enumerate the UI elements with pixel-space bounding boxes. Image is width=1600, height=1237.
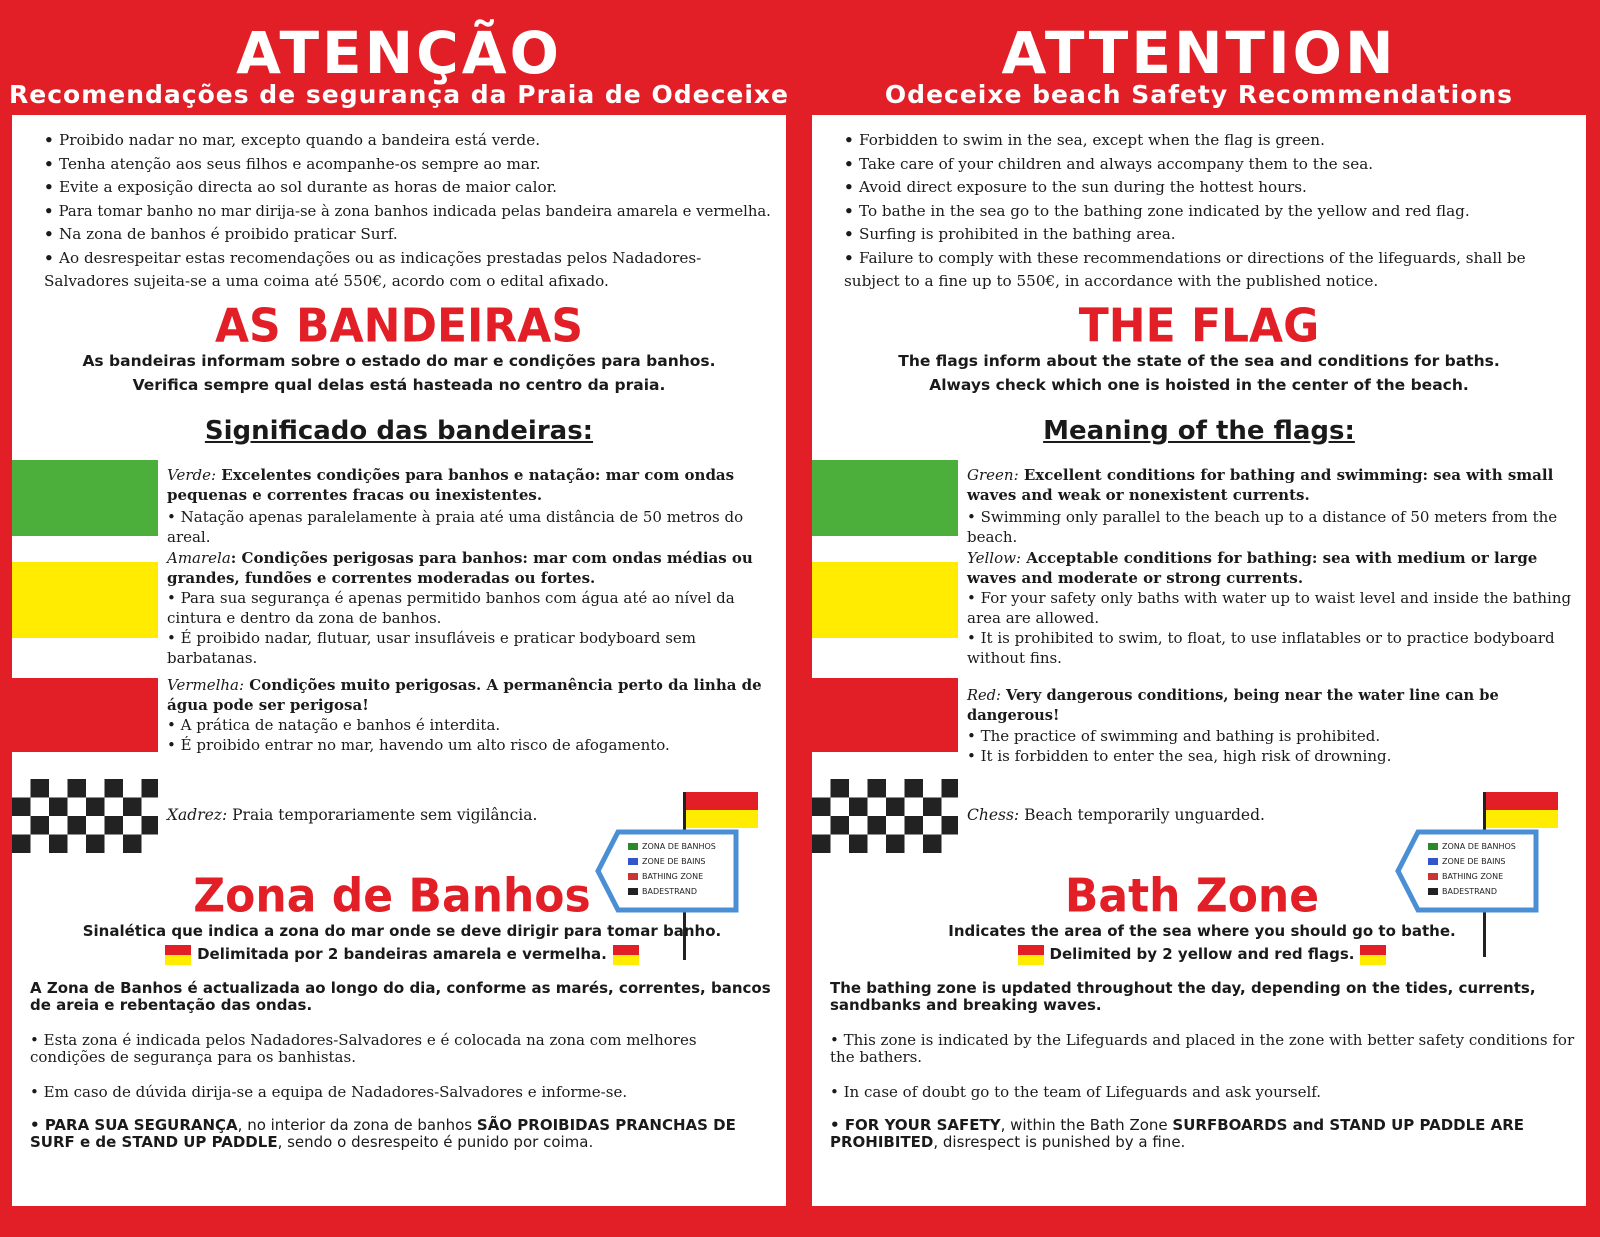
flags-subtitle-line: Always check which one is hoisted in the center of the beach. bbox=[929, 376, 1469, 394]
flag-item: • For your safety only baths with water up to waist level and inside the bathing area are allowed. bbox=[967, 588, 1579, 628]
zone-bullet-text: , disrespect is punished by a fine. bbox=[933, 1133, 1186, 1151]
page-subtitle: Odeceixe beach Safety Recommendations bbox=[884, 80, 1514, 109]
page-title: ATENÇÃO bbox=[236, 19, 562, 87]
flag-desc: Excellent conditions for bathing and swimming: sea with small waves and weak or nonexistent currents. bbox=[967, 466, 1554, 504]
flag-item: • It is prohibited to swim, to float, to use inflatables or to practice bodyboard without fins. bbox=[967, 628, 1579, 668]
sign-line: ZONE DE BAINS bbox=[642, 857, 706, 866]
rule-item: • Tenha atenção aos seus filhos e acompanhe-os sempre ao mar. bbox=[44, 153, 779, 177]
zone-bullet-text: , no interior da zona de banhos bbox=[237, 1116, 477, 1134]
zone-bullet bbox=[30, 1032, 775, 1066]
zone-bullet-strong: SURFBOARDS and STAND UP PADDLE ARE PROHIBITED bbox=[830, 1116, 1525, 1151]
zone-bullet-text: • Esta zona é indicada pelos Nadadores-Salvadores e é colocada na zona com melhores condições de segurança para os banhistas. bbox=[30, 1031, 697, 1066]
red-flag-text bbox=[167, 675, 779, 755]
flag-icon bbox=[613, 945, 639, 965]
green-flag-swatch bbox=[12, 460, 158, 536]
flag-name: Yellow: bbox=[967, 549, 1021, 567]
zone-subtitle-line: Sinalética que indica a zona do mar onde se deve dirigir para tomar banho. bbox=[82, 922, 722, 940]
zone-bullet-strong: • PARA SUA SEGURANÇA bbox=[30, 1116, 238, 1134]
flag-icon bbox=[165, 945, 191, 965]
rule-item: • Proibido nadar no mar, excepto quando a bandeira está verde. bbox=[44, 129, 779, 153]
green-flag-swatch bbox=[812, 460, 958, 536]
zone-bullet bbox=[30, 1117, 775, 1151]
rule-item: • Na zona de banhos é proibido praticar Surf. bbox=[44, 223, 779, 247]
sign-line: ZONA DE BANHOS bbox=[1442, 842, 1516, 851]
flag-item: • É proibido nadar, flutuar, usar insufláveis e praticar bodyboard sem barbatanas. bbox=[167, 628, 779, 668]
zone-subtitle-line bbox=[852, 943, 1552, 966]
flag-desc: Beach temporarily unguarded. bbox=[1019, 806, 1265, 824]
zone-title: Zona de Banhos bbox=[193, 869, 591, 924]
flag-name: Chess: bbox=[967, 806, 1020, 824]
rules-list bbox=[844, 129, 1579, 294]
zone-bullet-text: , within the Bath Zone bbox=[1000, 1116, 1173, 1134]
red-flag-swatch bbox=[812, 678, 958, 752]
sign-line: BADESTRAND bbox=[642, 887, 697, 896]
flag-icon bbox=[1018, 945, 1044, 965]
green-flag-text bbox=[967, 465, 1579, 547]
flag-desc: : Condições perigosas para banhos: mar com ondas médias ou grandes, fundões e correntes moderadas ou fortes. bbox=[167, 549, 753, 587]
flag-item: • The practice of swimming and bathing is prohibited. bbox=[967, 726, 1579, 746]
flag-item: • It is forbidden to enter the sea, high risk of drowning. bbox=[967, 746, 1579, 766]
meaning-title: Significado das bandeiras: bbox=[204, 416, 594, 446]
panel-portuguese bbox=[8, 0, 790, 1237]
meaning-title: Meaning of the flags: bbox=[1043, 416, 1355, 446]
flag-icon bbox=[1360, 945, 1386, 965]
zone-bullet-strong: SÃO PROIBIDAS PRANCHAS DE SURF e de STAND UP PADDLE bbox=[30, 1116, 736, 1151]
flag-name: Vermelha: bbox=[167, 676, 245, 694]
page-subtitle: Recomendações de segurança da Praia de Odeceixe bbox=[9, 80, 789, 109]
flags-subtitle bbox=[12, 349, 786, 397]
rule-item: • Ao desrespeitar estas recomendações ou as indicações prestadas pelos Nadadores-Salvadores sujeita-se a uma coima até 550€, acordo com o edital afixado. bbox=[44, 247, 779, 294]
zone-subtitle-line bbox=[52, 943, 752, 966]
rule-item: • Failure to comply with these recommendations or directions of the lifeguards, shall be subject to a fine up to 550€, in accordance with the published notice. bbox=[844, 247, 1579, 294]
green-flag-text bbox=[167, 465, 779, 547]
flag-desc: Praia temporariamente sem vigilância. bbox=[227, 806, 538, 824]
zone-subtitle-text: Delimited by 2 yellow and red flags. bbox=[1049, 945, 1355, 963]
flag-item: • Para sua segurança é apenas permitido banhos com água até ao nível da cintura e dentro da zona de banhos. bbox=[167, 588, 779, 628]
zone-bullet-text: • In case of doubt go to the team of Lifeguards and ask yourself. bbox=[830, 1083, 1321, 1101]
zone-info: A Zona de Banhos é actualizada ao longo do dia, conforme as marés, correntes, bancos de areia e rebentação das ondas. bbox=[30, 979, 771, 1014]
chess-flag-text bbox=[167, 805, 537, 825]
sign-line: BADESTRAND bbox=[1442, 887, 1497, 896]
yellow-flag-text bbox=[167, 548, 779, 668]
yellow-flag-swatch bbox=[812, 562, 958, 638]
sign-line: ZONE DE BAINS bbox=[1442, 857, 1506, 866]
checkered-flag-swatch bbox=[812, 779, 958, 853]
rule-item: • Take care of your children and always accompany them to the sea. bbox=[844, 153, 1579, 177]
rule-item: • Para tomar banho no mar dirija-se à zona banhos indicada pelas bandeira amarela e vermelha. bbox=[44, 200, 779, 224]
flag-name: Amarela bbox=[167, 549, 231, 567]
flag-item: • A prática de natação e banhos é interdita. bbox=[167, 715, 779, 735]
zone-bullet bbox=[30, 1084, 775, 1101]
flag-item: • Swimming only parallel to the beach up to a distance of 50 meters from the beach. bbox=[967, 507, 1579, 547]
flag-desc: Acceptable conditions for bathing: sea with medium or large waves and moderate or strong currents. bbox=[967, 549, 1538, 587]
yellow-flag-text bbox=[967, 548, 1579, 668]
rule-item: • To bathe in the sea go to the bathing zone indicated by the yellow and red flag. bbox=[844, 200, 1579, 224]
sign-line: BATHING ZONE bbox=[642, 872, 704, 881]
rule-item: • Forbidden to swim in the sea, except when the flag is green. bbox=[844, 129, 1579, 153]
zone-subtitle bbox=[852, 920, 1552, 966]
zone-bullet-text: • This zone is indicated by the Lifeguards and placed in the zone with better safety conditions for the bathers. bbox=[830, 1031, 1574, 1066]
sign-line: ZONA DE BANHOS bbox=[642, 842, 716, 851]
red-flag-swatch bbox=[12, 678, 158, 752]
flags-subtitle-line: As bandeiras informam sobre o estado do mar e condições para banhos. bbox=[82, 352, 716, 370]
flag-desc: Excelentes condições para banhos e natação: mar com ondas pequenas e correntes fracas ou inexistentes. bbox=[167, 466, 735, 504]
sign-line: BATHING ZONE bbox=[1442, 872, 1504, 881]
zone-title: Bath Zone bbox=[1064, 869, 1320, 924]
flag-desc: Condições muito perigosas. A permanência perto da linha de água pode ser perigosa! bbox=[167, 676, 762, 714]
flag-name: Green: bbox=[967, 466, 1019, 484]
zone-subtitle-text: Delimitada por 2 bandeiras amarela e vermelha. bbox=[197, 945, 607, 963]
red-flag-text bbox=[967, 686, 1579, 766]
zone-subtitle-line: Indicates the area of the sea where you should go to bathe. bbox=[948, 922, 1456, 940]
flag-name: Verde: bbox=[167, 466, 217, 484]
rule-item: • Surfing is prohibited in the bathing area. bbox=[844, 223, 1579, 247]
flags-title: THE FLAG bbox=[1078, 299, 1320, 354]
zone-bullet bbox=[830, 1117, 1575, 1151]
chess-flag-text bbox=[967, 805, 1265, 825]
zone-bullet-strong: • FOR YOUR SAFETY bbox=[830, 1116, 1001, 1134]
flag-name: Xadrez: bbox=[167, 806, 228, 824]
flag-item: • Natação apenas paralelamente à praia até uma distância de 50 metros do areal. bbox=[167, 507, 779, 547]
checkered-flag-swatch bbox=[12, 779, 158, 853]
flags-subtitle-line: Verifica sempre qual delas está hasteada no centro da praia. bbox=[132, 376, 666, 394]
rules-list bbox=[44, 129, 779, 294]
yellow-flag-swatch bbox=[12, 562, 158, 638]
zone-bullet bbox=[830, 1084, 1575, 1101]
page-title: ATTENTION bbox=[1001, 19, 1397, 87]
flags-subtitle bbox=[812, 349, 1586, 397]
zone-bullet-text: , sendo o desrespeito é punido por coima. bbox=[277, 1133, 594, 1151]
zone-subtitle bbox=[52, 920, 752, 966]
flag-item: • É proibido entrar no mar, havendo um alto risco de afogamento. bbox=[167, 735, 779, 755]
zone-bullet-text: • Em caso de dúvida dirija-se a equipa de Nadadores-Salvadores e informe-se. bbox=[30, 1083, 627, 1101]
rule-item: • Evite a exposição directa ao sol durante as horas de maior calor. bbox=[44, 176, 779, 200]
content-sheet bbox=[12, 115, 786, 1206]
flag-name: Red: bbox=[967, 687, 1001, 704]
zone-info: The bathing zone is updated throughout the day, depending on the tides, currents, sandbanks and breaking waves. bbox=[830, 979, 1536, 1014]
flag-desc: Very dangerous conditions, being near the water line can be dangerous! bbox=[967, 687, 1499, 724]
rule-item: • Avoid direct exposure to the sun during the hottest hours. bbox=[844, 176, 1579, 200]
zone-bullet bbox=[830, 1032, 1575, 1066]
panel-english bbox=[808, 0, 1590, 1237]
flags-subtitle-line: The flags inform about the state of the sea and conditions for baths. bbox=[898, 352, 1500, 370]
flags-title: AS BANDEIRAS bbox=[214, 299, 584, 354]
content-sheet bbox=[812, 115, 1586, 1206]
